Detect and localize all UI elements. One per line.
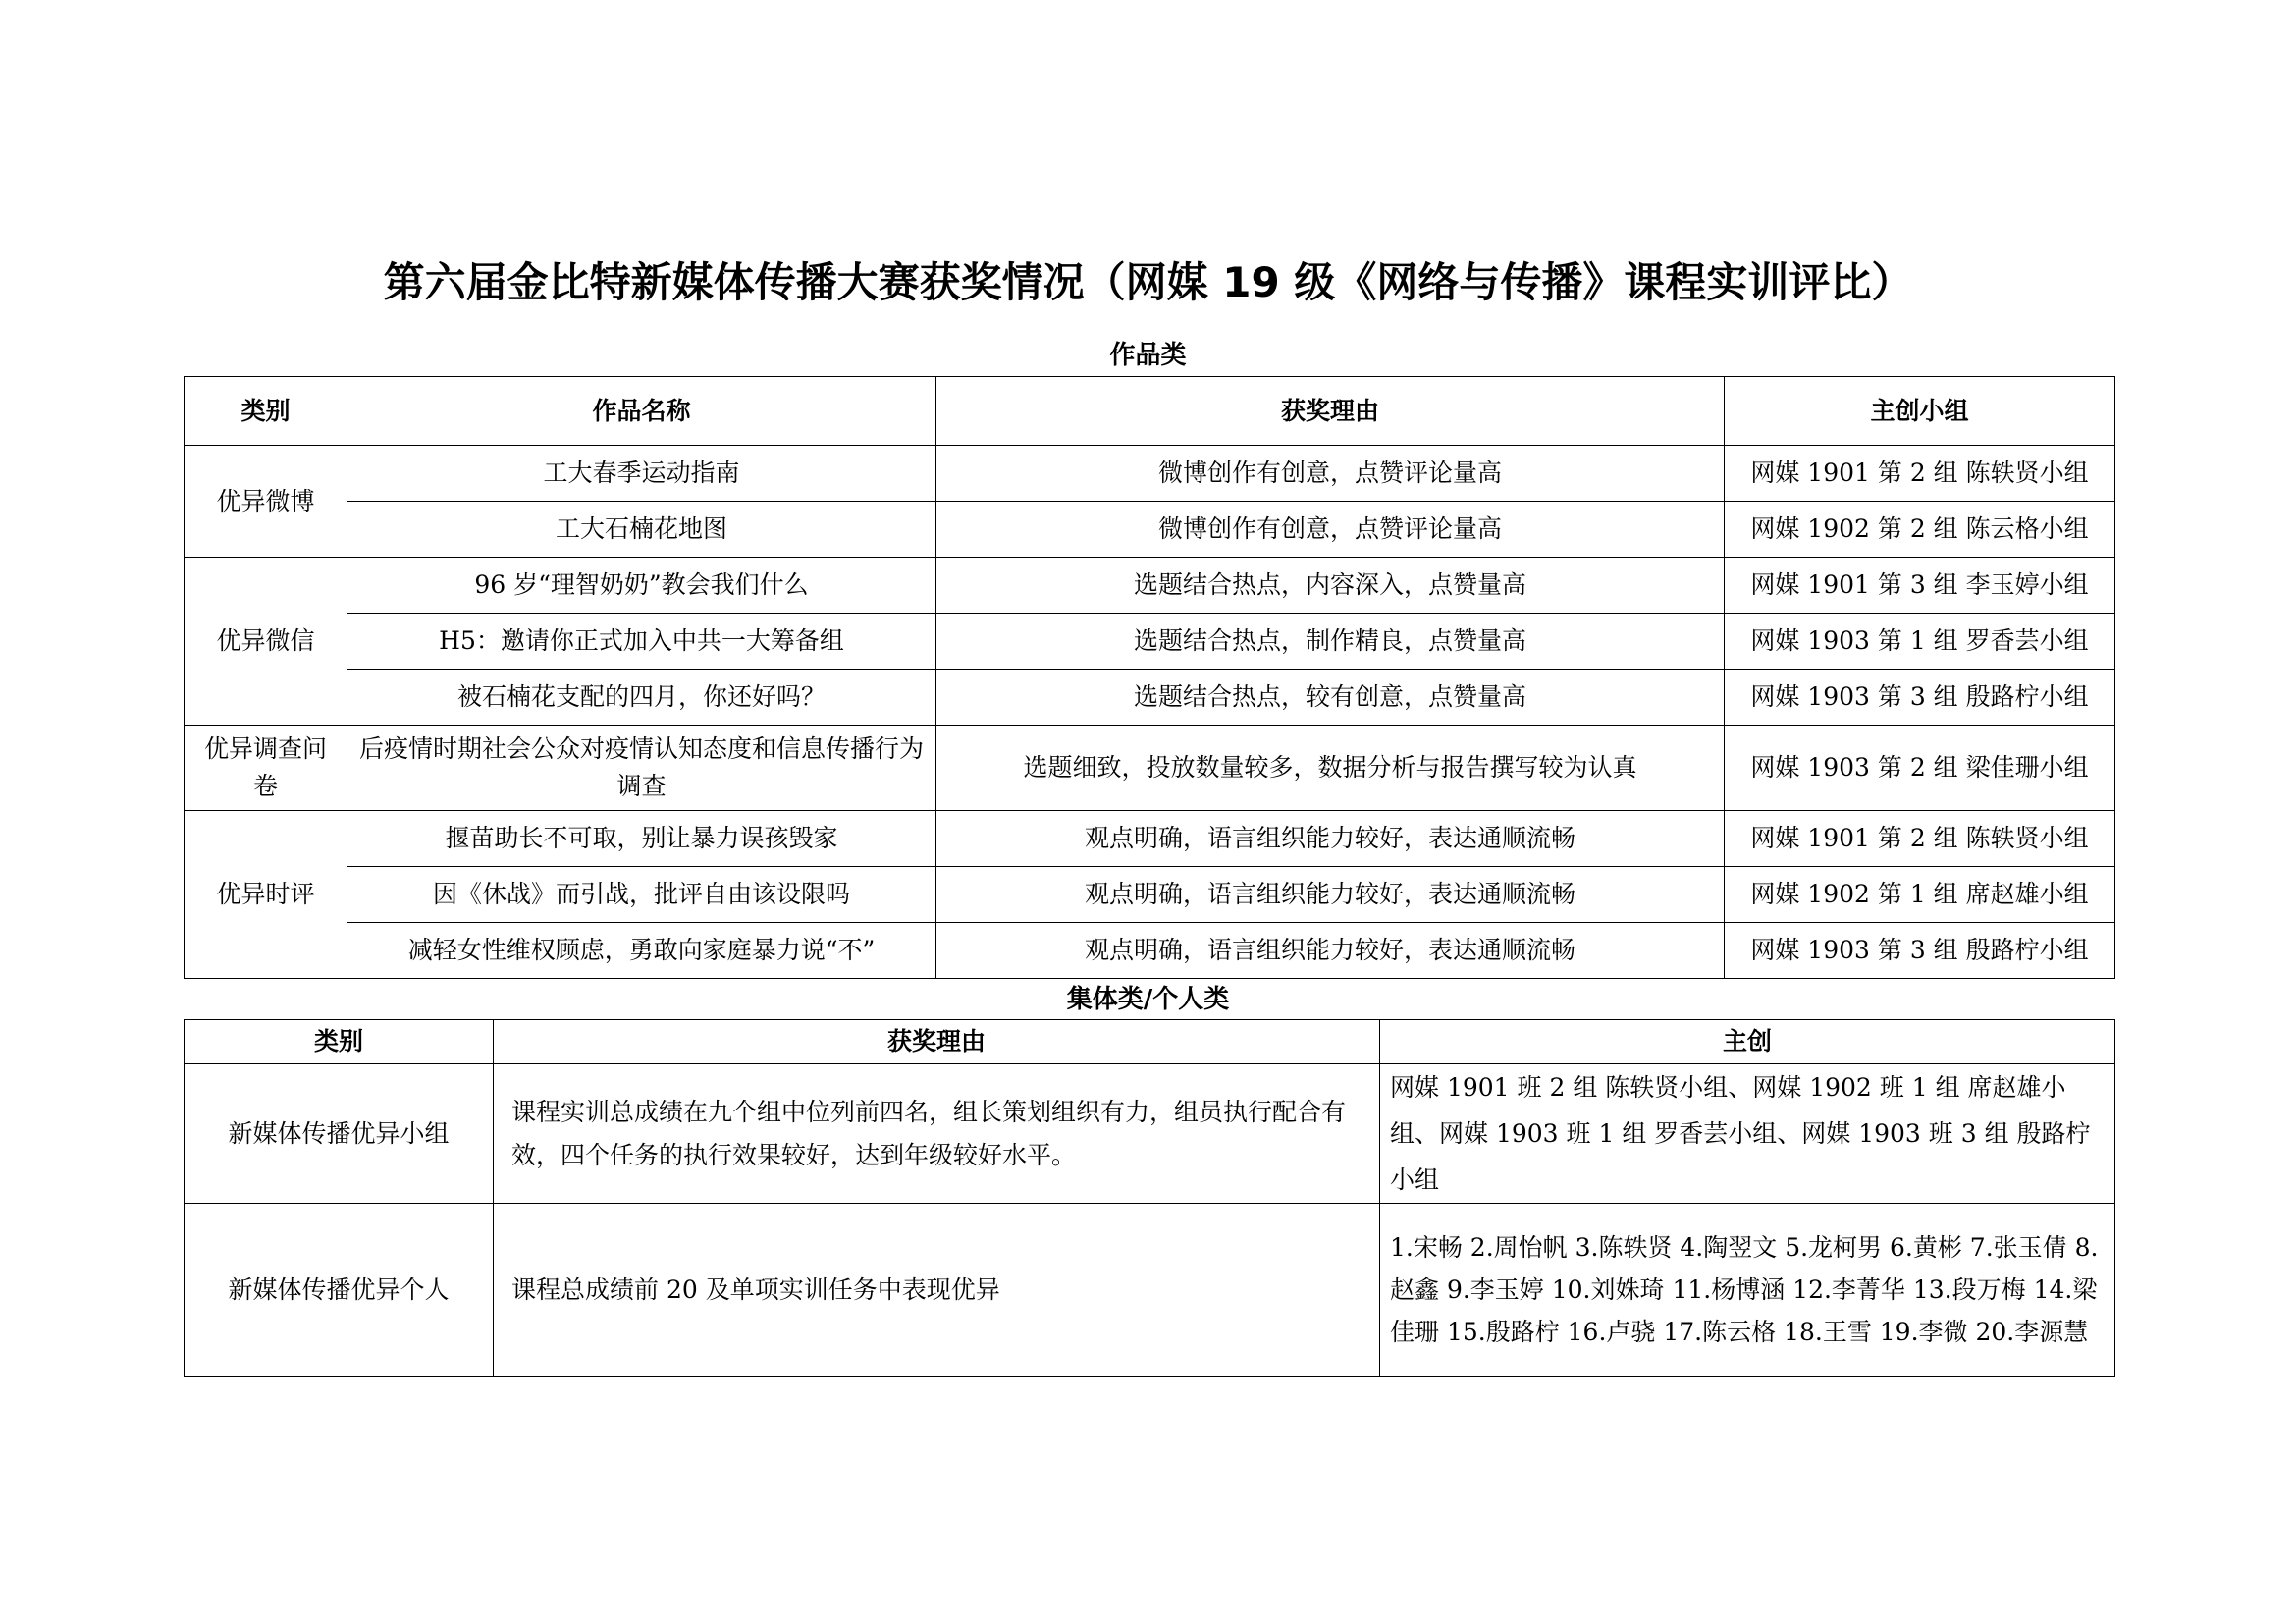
works-section-label: 作品类: [1109, 341, 1187, 370]
reason-cell: 观点明确，语言组织能力较好，表达通顺流畅: [936, 811, 1725, 867]
table-row: [185, 1064, 2115, 1204]
reason-cell: 选题结合热点，较有创意，点赞量高: [936, 670, 1725, 726]
header-category: 类别: [185, 377, 347, 446]
category-cell: 优异时评: [185, 811, 347, 979]
work-title-cell: 后疫情时期社会公众对疫情认知态度和信息传播行为调查: [347, 726, 936, 811]
header-reason: 获奖理由: [494, 1020, 1380, 1064]
header-work-title: 作品名称: [347, 377, 936, 446]
reason-cell: 观点明确，语言组织能力较好，表达通顺流畅: [936, 867, 1725, 923]
team-cell: 网媒 1902 第 1 组 席赵雄小组: [1725, 867, 2115, 923]
team-cell: 网媒 1902 第 2 组 陈云格小组: [1725, 502, 2115, 558]
reason-cell: 微博创作有创意，点赞评论量高: [936, 502, 1725, 558]
reason-cell: 微博创作有创意，点赞评论量高: [936, 446, 1725, 502]
team-cell: 网媒 1903 第 1 组 罗香芸小组: [1725, 614, 2115, 670]
works-header-row: [185, 377, 2115, 446]
table-row: [185, 446, 2115, 502]
header-category: 类别: [185, 1020, 494, 1064]
header-team: 主创小组: [1725, 377, 2115, 446]
table-row: [185, 670, 2115, 726]
table-row: [185, 614, 2115, 670]
reason-cell: 选题细致，投放数量较多，数据分析与报告撰写较为认真: [936, 726, 1725, 811]
work-title-cell: 揠苗助长不可取，别让暴力误孩毁家: [347, 811, 936, 867]
members-cell: 网媒 1901 班 2 组 陈轶贤小组、网媒 1902 班 1 组 席赵雄小组、网媒 1903 班 1 组 罗香芸小组、网媒 1903 班 3 组 殷路柠小组: [1380, 1064, 2115, 1204]
group-table: [184, 1019, 2115, 1377]
reason-cell: 课程实训总成绩在九个组中位列前四名，组长策划组织有力，组员执行配合有效，四个任务的执行效果较好，达到年级较好水平。: [494, 1064, 1380, 1204]
reason-cell: 观点明确，语言组织能力较好，表达通顺流畅: [936, 923, 1725, 979]
table-row: [185, 726, 2115, 811]
category-cell: 新媒体传播优异个人: [185, 1204, 494, 1377]
work-title-cell: 因《休战》而引战，批评自由该设限吗: [347, 867, 936, 923]
team-cell: 网媒 1903 第 2 组 梁佳珊小组: [1725, 726, 2115, 811]
team-cell: 网媒 1901 第 2 组 陈轶贤小组: [1725, 811, 2115, 867]
reason-cell: 选题结合热点，内容深入，点赞量高: [936, 558, 1725, 614]
table-row: [185, 923, 2115, 979]
team-cell: 网媒 1903 第 3 组 殷路柠小组: [1725, 670, 2115, 726]
work-title-cell: 减轻女性维权顾虑，勇敢向家庭暴力说“不”: [347, 923, 936, 979]
table-row: [185, 867, 2115, 923]
header-reason: 获奖理由: [936, 377, 1725, 446]
table-row: [185, 1204, 2115, 1377]
members-cell: 1.宋畅 2.周怡帆 3.陈轶贤 4.陶翌文 5.龙柯男 6.黄彬 7.张玉倩 8.赵鑫 9.李玉婷 10.刘姝琦 11.杨博涵 12.李菁华 13.段万梅 14.梁佳珊 15.殷路柠 16.卢骁 17.陈云格 18.王雪 19.李微 20.李源慧: [1380, 1204, 2115, 1377]
team-cell: 网媒 1903 第 3 组 殷路柠小组: [1725, 923, 2115, 979]
category-cell: 优异微博: [185, 446, 347, 558]
category-cell: 新媒体传播优异小组: [185, 1064, 494, 1204]
reason-cell: 选题结合热点，制作精良，点赞量高: [936, 614, 1725, 670]
team-cell: 网媒 1901 第 3 组 李玉婷小组: [1725, 558, 2115, 614]
header-members: 主创: [1380, 1020, 2115, 1064]
group-header-row: [185, 1020, 2115, 1064]
work-title-cell: 工大春季运动指南: [347, 446, 936, 502]
work-title-cell: 工大石楠花地图: [347, 502, 936, 558]
group-section-label: 集体类/个人类: [1066, 985, 1230, 1014]
category-cell: 优异调查问卷: [185, 726, 347, 811]
table-row: [185, 558, 2115, 614]
work-title-cell: H5：邀请你正式加入中共一大筹备组: [347, 614, 936, 670]
works-table: [184, 376, 2115, 979]
reason-cell: 课程总成绩前 20 及单项实训任务中表现优异: [494, 1204, 1380, 1377]
table-row: [185, 811, 2115, 867]
work-title-cell: 96 岁“理智奶奶”教会我们什么: [347, 558, 936, 614]
table-row: [185, 502, 2115, 558]
work-title-cell: 被石楠花支配的四月，你还好吗？: [347, 670, 936, 726]
category-cell: 优异微信: [185, 558, 347, 726]
team-cell: 网媒 1901 第 2 组 陈轶贤小组: [1725, 446, 2115, 502]
page-title: 第六届金比特新媒体传播大赛获奖情况（网媒 19 级《网络与传播》课程实训评比）: [383, 258, 1913, 306]
